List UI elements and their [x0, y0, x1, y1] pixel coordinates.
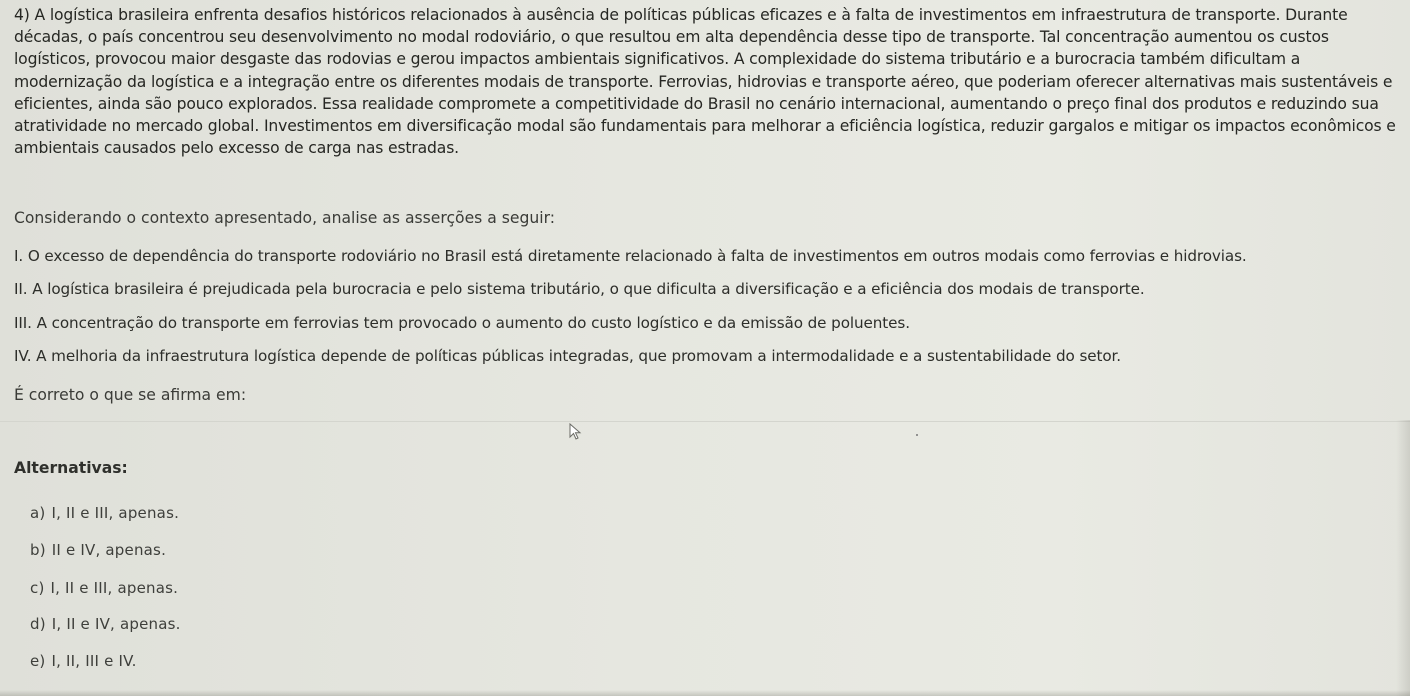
option-text: II e IV, apenas.	[51, 541, 167, 559]
assertion-2: II. A logística brasileira é prejudicada pela burocracia e pelo sistema tributário, o que dificulta a diversificação e a eficiência dos modais de transporte.	[14, 280, 1145, 298]
assertion-3: III. A concentração do transporte em ferrovias tem provocado o aumento do custo logístico e da emissão de poluentes.	[14, 314, 910, 332]
question-stem: 4) A logística brasileira enfrenta desafios históricos relacionados à ausência de políticas públicas eficazes e à falta de investimentos em infraestrutura de transporte. Durante décadas, o país concentrou seu desenvolvimento no modal rodoviário, o que resultou em alta dependência desse tipo de transporte. Tal concentração aumentou os custos logísticos, provocou maior desgaste das rodovias e gerou impactos ambientais significativos. A complexidade do sistema tributário e a burocracia também dificultam a modernização da logística e a integração entre os diferentes modais de transporte. Ferrovias, hidrovias e transporte aéreo, que poderiam oferecer alternativas mais sustentáveis e eficientes, ainda são pouco explorados. Essa realidade compromete a competitividade do Brasil no cenário internacional, aumentando o preço final dos produtos e reduzindo sua atratividade no mercado global. Investimentos em diversificação modal são fundamentais para melhorar a eficiência logística, reduzir gargalos e mitigar os impactos econômicos e ambientais causados pelo excesso de carga nas estradas.	[14, 6, 1396, 158]
option-letter: a)	[30, 504, 46, 522]
option-letter: e)	[30, 652, 46, 670]
option-c[interactable]	[30, 579, 178, 597]
option-b[interactable]	[30, 541, 166, 559]
option-letter: c)	[30, 579, 45, 597]
option-a[interactable]	[30, 504, 179, 522]
option-d[interactable]	[30, 615, 181, 633]
option-e[interactable]	[30, 652, 137, 670]
screen-edge-shadow	[1396, 420, 1410, 696]
option-letter: d)	[30, 615, 46, 633]
option-letter: b)	[30, 541, 46, 559]
assertion-1: I. O excesso de dependência do transporte rodoviário no Brasil está diretamente relacionado à falta de investimentos em outros modais como ferrovias e hidrovias.	[14, 247, 1247, 265]
mouse-pointer-icon	[569, 423, 583, 441]
option-text: I, II e III, apenas.	[51, 504, 180, 522]
question-closing: É correto o que se afirma em:	[14, 386, 247, 404]
assertion-4: IV. A melhoria da infraestrutura logística depende de políticas públicas integradas, que promovam a intermodalidade e a sustentabilidade do setor.	[14, 347, 1122, 365]
option-text: I, II e IV, apenas.	[51, 615, 181, 633]
screen-bottom-shadow	[0, 690, 1410, 696]
question-prompt: Considerando o contexto apresentado, analise as asserções a seguir:	[14, 209, 555, 227]
option-text: I, II e III, apenas.	[50, 579, 179, 597]
option-text: I, II, III e IV.	[51, 652, 137, 670]
screen-speck	[916, 434, 918, 436]
section-divider	[0, 421, 1410, 422]
alternatives-heading: Alternativas:	[14, 459, 128, 477]
